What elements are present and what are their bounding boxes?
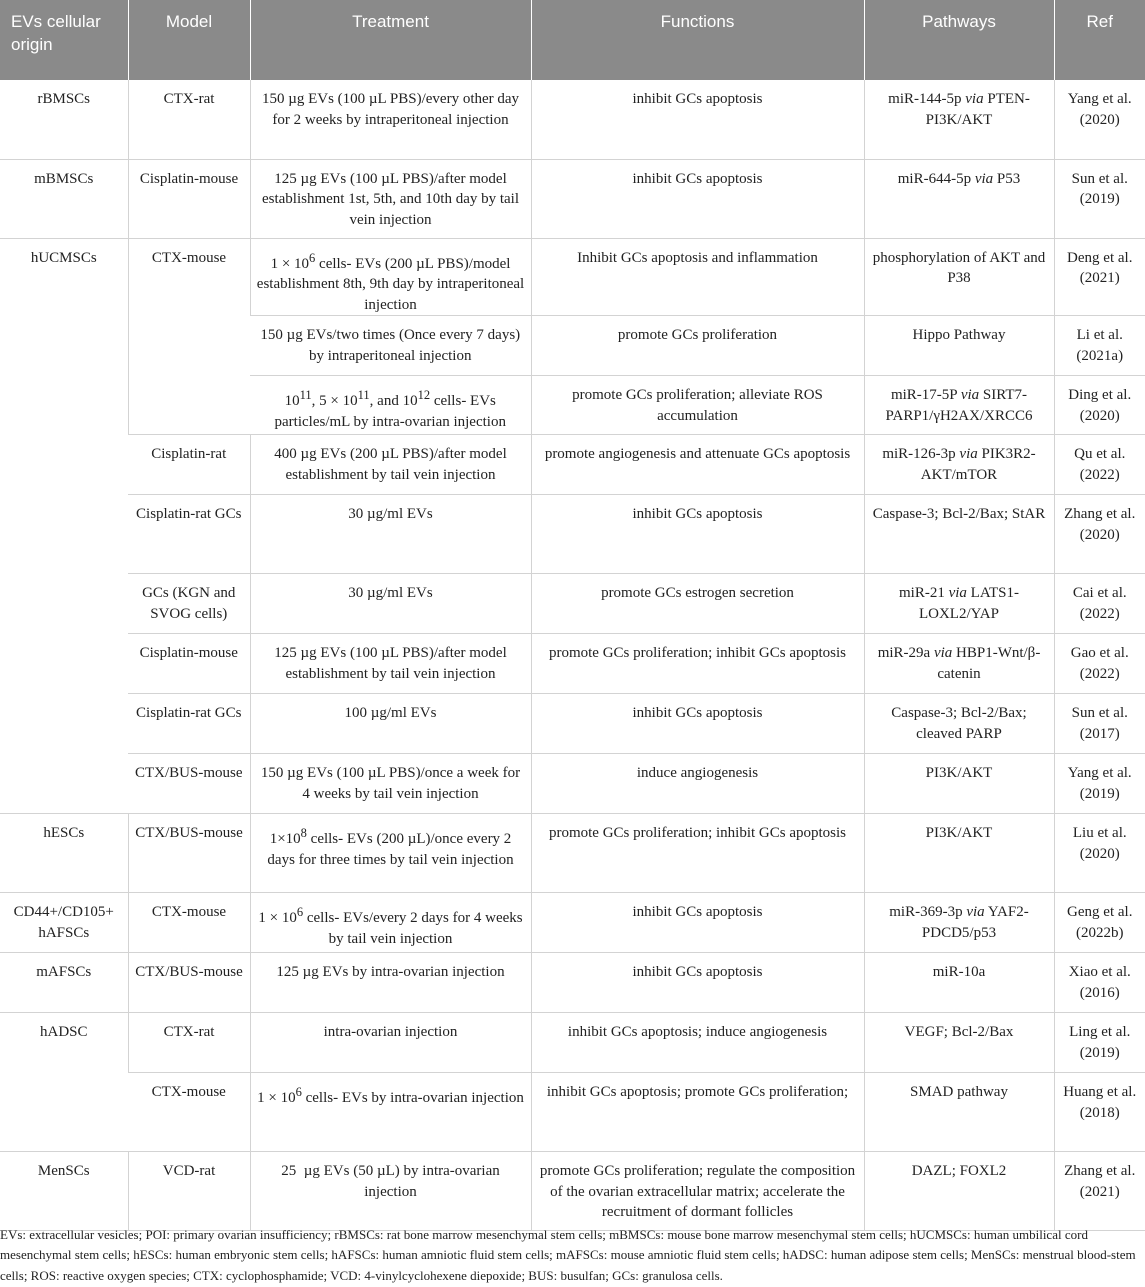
table-row — [0, 634, 1145, 694]
cell-ref: Deng et al. (2021) — [1054, 238, 1145, 316]
table-row — [0, 1073, 1145, 1152]
cell-ref: Gao et al. (2022) — [1054, 634, 1145, 694]
table-row — [0, 694, 1145, 754]
cell-origin: mAFSCs — [0, 953, 128, 1013]
cell-pathways: miR-17-5P via SIRT7-PARP1/γH2AX/XRCC6 — [864, 376, 1054, 435]
cell-model: CTX-mouse — [128, 238, 250, 435]
cell-origin: hADSC — [0, 1013, 128, 1152]
cell-ref: Liu et al. (2020) — [1054, 814, 1145, 893]
header-functions: Functions — [531, 0, 864, 80]
cell-pathways: PI3K/AKT — [864, 814, 1054, 893]
cell-pathways: miR-144-5p via PTEN-PI3K/AKT — [864, 80, 1054, 159]
cell-treatment: $1 \times 10^6$ cells- EVs (200 µL PBS)/model establishment 8th, 9th day by intraperitoneal injection — [250, 238, 531, 316]
cell-functions: inhibit GCs apoptosis — [531, 953, 864, 1013]
cell-pathways: PI3K/AKT — [864, 754, 1054, 814]
header-origin: EVs cellular origin — [0, 0, 128, 80]
cell-pathways: miR-10a — [864, 953, 1054, 1013]
cell-functions: promote GCs estrogen secretion — [531, 574, 864, 634]
cell-treatment: $10^{11}$, $5 \times 10^{11}$, and $10^{12}$ cells- EVs particles/mL by intra-ovarian injection — [250, 376, 531, 435]
cell-pathways: miR-29a via HBP1-Wnt/β-catenin — [864, 634, 1054, 694]
cell-treatment: intra-ovarian injection — [250, 1013, 531, 1073]
cell-model: VCD-rat — [128, 1152, 250, 1231]
cell-model: Cisplatin-rat — [128, 435, 250, 495]
cell-pathways: miR-21 via LATS1-LOXL2/YAP — [864, 574, 1054, 634]
cell-origin: hESCs — [0, 814, 128, 893]
cell-model: CTX/BUS-mouse — [128, 754, 250, 814]
cell-model: Cisplatin-mouse — [128, 634, 250, 694]
cell-origin: hUCMSCs — [0, 238, 128, 814]
table-row — [0, 754, 1145, 814]
cell-treatment: $1 \times 10^6$ cells- EVs/every 2 days for 4 weeks by tail vein injection — [250, 893, 531, 953]
cell-ref: Zhang et al. (2020) — [1054, 495, 1145, 574]
cell-pathways: phosphorylation of AKT and P38 — [864, 238, 1054, 316]
cell-ref: Zhang et al. (2021) — [1054, 1152, 1145, 1231]
cell-model: CTX/BUS-mouse — [128, 814, 250, 893]
cell-origin: MenSCs — [0, 1152, 128, 1231]
table-row — [0, 238, 1145, 316]
cell-model: GCs (KGN and SVOG cells) — [128, 574, 250, 634]
table-row — [0, 1152, 1145, 1231]
cell-ref: Yang et al. (2020) — [1054, 80, 1145, 159]
cell-treatment: 30 µg/ml EVs — [250, 574, 531, 634]
table-row — [0, 953, 1145, 1013]
cell-ref: Sun et al. (2019) — [1054, 159, 1145, 238]
cell-treatment: 100 µg/ml EVs — [250, 694, 531, 754]
cell-treatment: $1\times 10^8$ cells- EVs (200 µL)/once every 2 days for three times by tail vein injection — [250, 814, 531, 893]
table-row — [0, 80, 1145, 159]
cell-pathways: Caspase-3; Bcl-2/Bax; cleaved PARP — [864, 694, 1054, 754]
cell-functions: promote GCs proliferation; inhibit GCs apoptosis — [531, 634, 864, 694]
cell-model: Cisplatin-mouse — [128, 159, 250, 238]
cell-ref: Geng et al. (2022b) — [1054, 893, 1145, 953]
table-row — [0, 574, 1145, 634]
cell-ref: Sun et al. (2017) — [1054, 694, 1145, 754]
cell-model: CTX-mouse — [128, 1073, 250, 1152]
cell-pathways: Hippo Pathway — [864, 316, 1054, 376]
cell-functions: induce angiogenesis — [531, 754, 864, 814]
cell-pathways: miR-369-3p via YAF2-PDCD5/p53 — [864, 893, 1054, 953]
cell-model: CTX-mouse — [128, 893, 250, 953]
cell-treatment: 150 µg EVs (100 µL PBS)/every other day for 2 weeks by intraperitoneal injection — [250, 80, 531, 159]
cell-ref: Li et al. (2021a) — [1054, 316, 1145, 376]
cell-pathways: Caspase-3; Bcl-2/Bax; StAR — [864, 495, 1054, 574]
cell-ref: Ling et al. (2019) — [1054, 1013, 1145, 1073]
cell-functions: inhibit GCs apoptosis — [531, 893, 864, 953]
cell-functions: inhibit GCs apoptosis — [531, 495, 864, 574]
cell-origin: CD44+/CD105+ hAFSCs — [0, 893, 128, 953]
table-row — [0, 495, 1145, 574]
header-pathways: Pathways — [864, 0, 1054, 80]
cell-functions: inhibit GCs apoptosis; induce angiogenesis — [531, 1013, 864, 1073]
cell-functions: promote angiogenesis and attenuate GCs apoptosis — [531, 435, 864, 495]
table-footnote: EVs: extracellular vesicles; POI: primary ovarian insufficiency; rBMSCs: rat bone marrow mesenchymal stem cells; mBMSCs: mouse bone marrow mesenchymal stem cells; hUCMSCs: human umbilical cord mesenchymal stem cells; hESCs: human embryonic stem cells; hAFSCs: human amniotic fluid stem cells; mAFSCs: mouse amniotic fluid stem cells; hADSC: human adipose stem cells; MenSCs: menstrual blood-stem cells; ROS: reactive oxygen species; CTX: cyclophosphamide; VCD: 4-vinylcyclohexene diepoxide; BUS: busulfan; GCs: granulosa cells. — [0, 1227, 1136, 1283]
table-row — [0, 159, 1145, 238]
cell-treatment: 150 µg EVs (100 µL PBS)/once a week for 4 weeks by tail vein injection — [250, 754, 531, 814]
cell-model: CTX/BUS-mouse — [128, 953, 250, 1013]
cell-treatment: 25 µg EVs (50 µL) by intra-ovarian injection — [250, 1152, 531, 1231]
cell-ref: Ding et al. (2020) — [1054, 376, 1145, 435]
cell-functions: inhibit GCs apoptosis — [531, 159, 864, 238]
cell-pathways: SMAD pathway — [864, 1073, 1054, 1152]
cell-treatment: 125 µg EVs by intra-ovarian injection — [250, 953, 531, 1013]
cell-ref: Yang et al. (2019) — [1054, 754, 1145, 814]
cell-model: Cisplatin-rat GCs — [128, 694, 250, 754]
cell-functions: promote GCs proliferation; alleviate ROS accumulation — [531, 376, 864, 435]
cell-treatment: 125 µg EVs (100 µL PBS)/after model establishment by tail vein injection — [250, 634, 531, 694]
cell-origin: rBMSCs — [0, 80, 128, 159]
cell-model: CTX-rat — [128, 1013, 250, 1073]
cell-functions: promote GCs proliferation — [531, 316, 864, 376]
table-row — [0, 1013, 1145, 1073]
cell-treatment: $1 \times 10^6$ cells- EVs by intra-ovarian injection — [250, 1073, 531, 1152]
cell-treatment: 400 µg EVs (200 µL PBS)/after model establishment by tail vein injection — [250, 435, 531, 495]
cell-ref: Cai et al. (2022) — [1054, 574, 1145, 634]
cell-pathways: miR-644-5p via P53 — [864, 159, 1054, 238]
cell-pathways: VEGF; Bcl-2/Bax — [864, 1013, 1054, 1073]
cell-ref: Qu et al. (2022) — [1054, 435, 1145, 495]
table-row — [0, 814, 1145, 893]
table-row — [0, 893, 1145, 953]
cell-treatment: 150 µg EVs/two times (Once every 7 days) by intraperitoneal injection — [250, 316, 531, 376]
table-row — [0, 435, 1145, 495]
cell-ref: Xiao et al. (2016) — [1054, 953, 1145, 1013]
header-model: Model — [128, 0, 250, 80]
cell-treatment: 30 µg/ml EVs — [250, 495, 531, 574]
cell-pathways: DAZL; FOXL2 — [864, 1152, 1054, 1231]
cell-model: CTX-rat — [128, 80, 250, 159]
cell-functions: promote GCs proliferation; regulate the composition of the ovarian extracellular matrix; accelerate the recruitment of dormant follicles — [531, 1152, 864, 1231]
header-ref: Ref — [1054, 0, 1145, 80]
cell-functions: promote GCs proliferation; inhibit GCs apoptosis — [531, 814, 864, 893]
cell-functions: inhibit GCs apoptosis — [531, 694, 864, 754]
cell-treatment: 125 µg EVs (100 µL PBS)/after model establishment 1st, 5th, and 10th day by tail vein injection — [250, 159, 531, 238]
cell-ref: Huang et al. (2018) — [1054, 1073, 1145, 1152]
header-row — [0, 0, 1145, 80]
cell-model: Cisplatin-rat GCs — [128, 495, 250, 574]
cell-functions: inhibit GCs apoptosis; promote GCs proliferation; — [531, 1073, 864, 1152]
cell-functions: Inhibit GCs apoptosis and inflammation — [531, 238, 864, 316]
cell-functions: inhibit GCs apoptosis — [531, 80, 864, 159]
header-treatment: Treatment — [250, 0, 531, 80]
cell-pathways: miR-126-3p via PIK3R2-AKT/mTOR — [864, 435, 1054, 495]
cell-origin: mBMSCs — [0, 159, 128, 238]
